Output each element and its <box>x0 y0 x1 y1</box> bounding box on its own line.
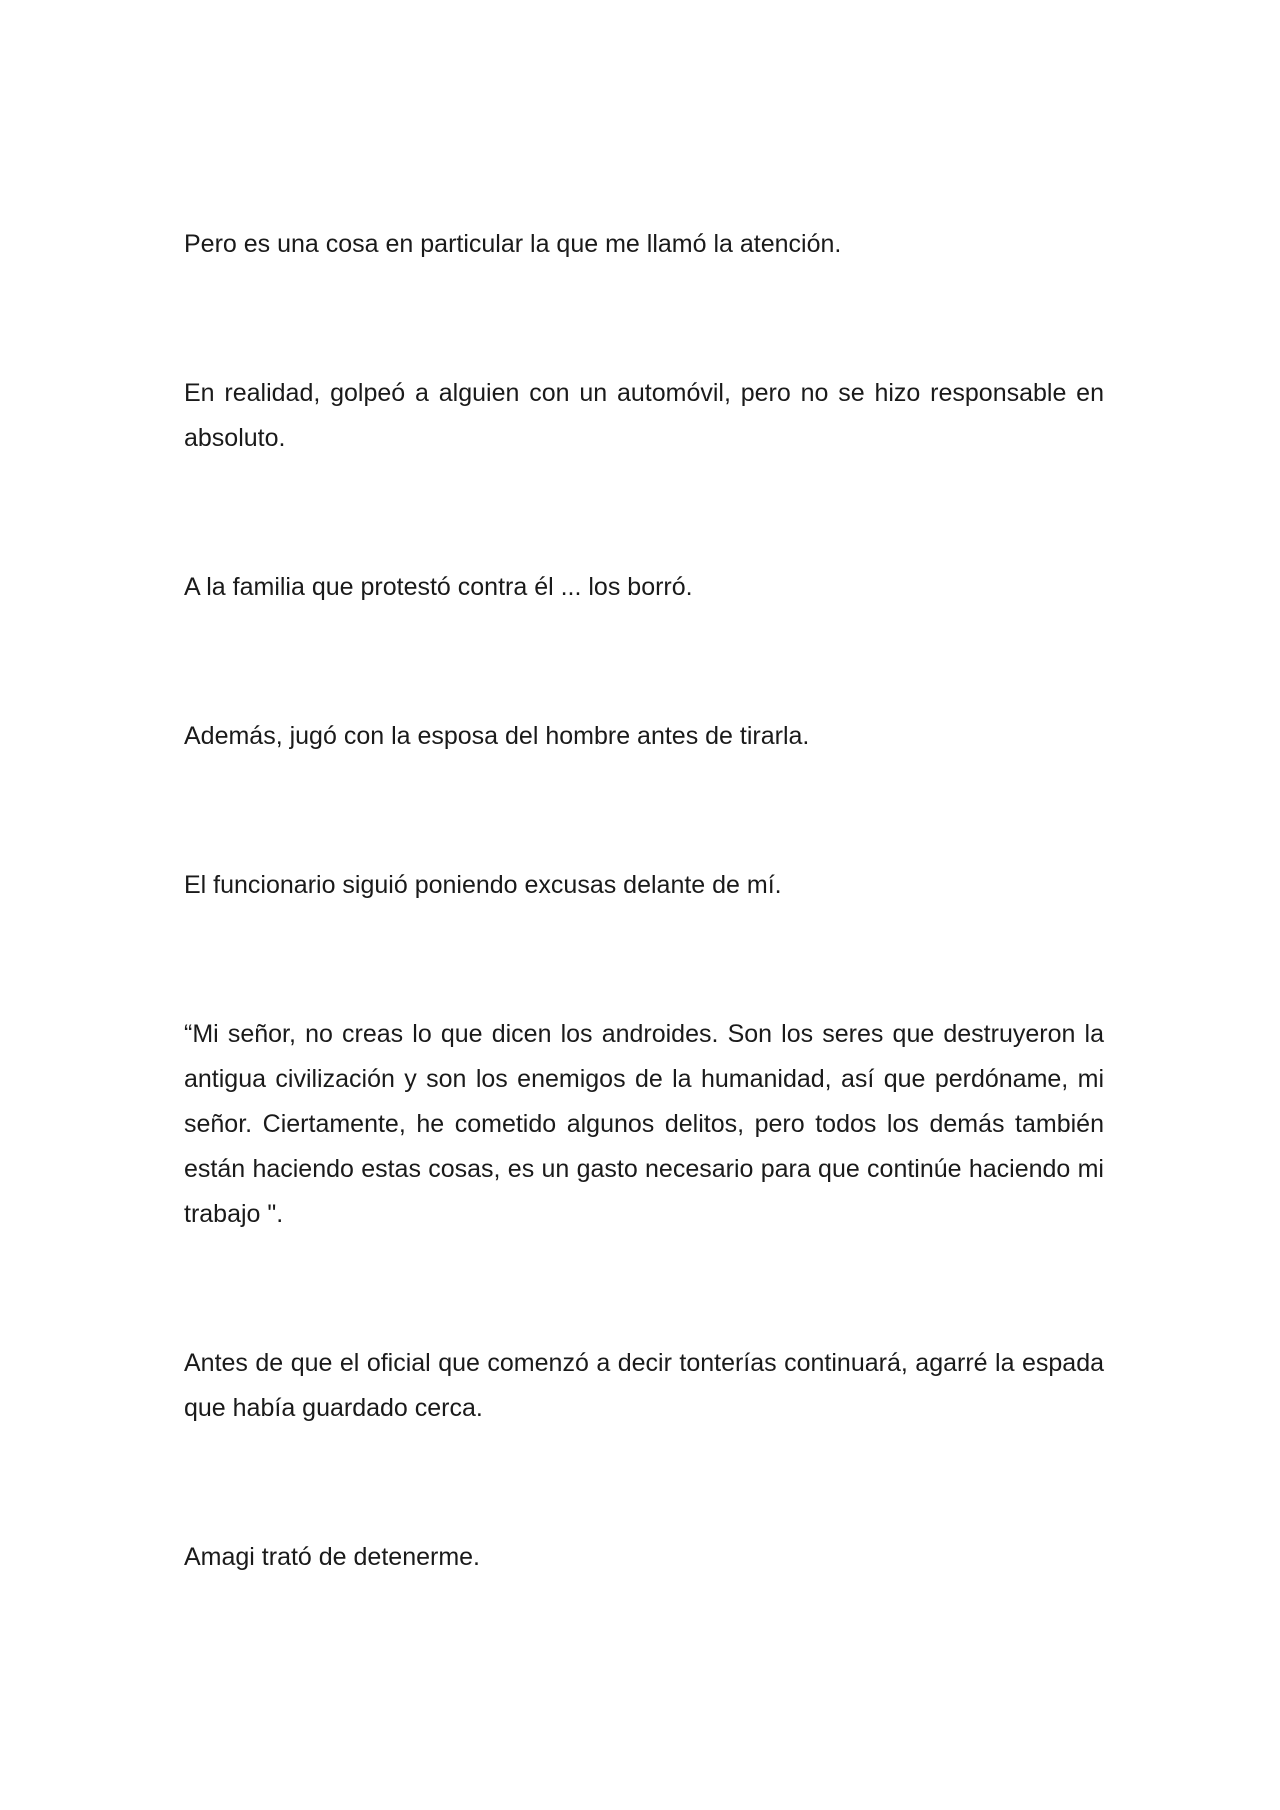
paragraph: En realidad, golpeó a alguien con un automóvil, pero no se hizo responsable en absoluto. <box>184 379 1104 452</box>
paragraph: “Mi señor, no creas lo que dicen los androides. Son los seres que destruyeron la antigua civilización y son los enemigos de la humanidad, así que perdóname, mi señor. Ciertamente, he cometido algunos delitos, pero todos los demás también están haciendo estas cosas, es un gasto necesario para que continúe haciendo mi trabajo ". <box>184 1020 1104 1228</box>
paragraph: A la familia que protestó contra él ... los borró. <box>184 573 693 601</box>
paragraph: Además, jugó con la esposa del hombre antes de tirarla. <box>184 722 810 750</box>
paragraph: Amagi trató de detenerme. <box>184 1543 480 1571</box>
paragraph: El funcionario siguió poniendo excusas delante de mí. <box>184 871 782 899</box>
document-body <box>184 222 1104 1580</box>
paragraph: Antes de que el oficial que comenzó a decir tonterías continuará, agarré la espada que había guardado cerca. <box>184 1349 1104 1422</box>
paragraph: Pero es una cosa en particular la que me llamó la atención. <box>184 230 842 258</box>
